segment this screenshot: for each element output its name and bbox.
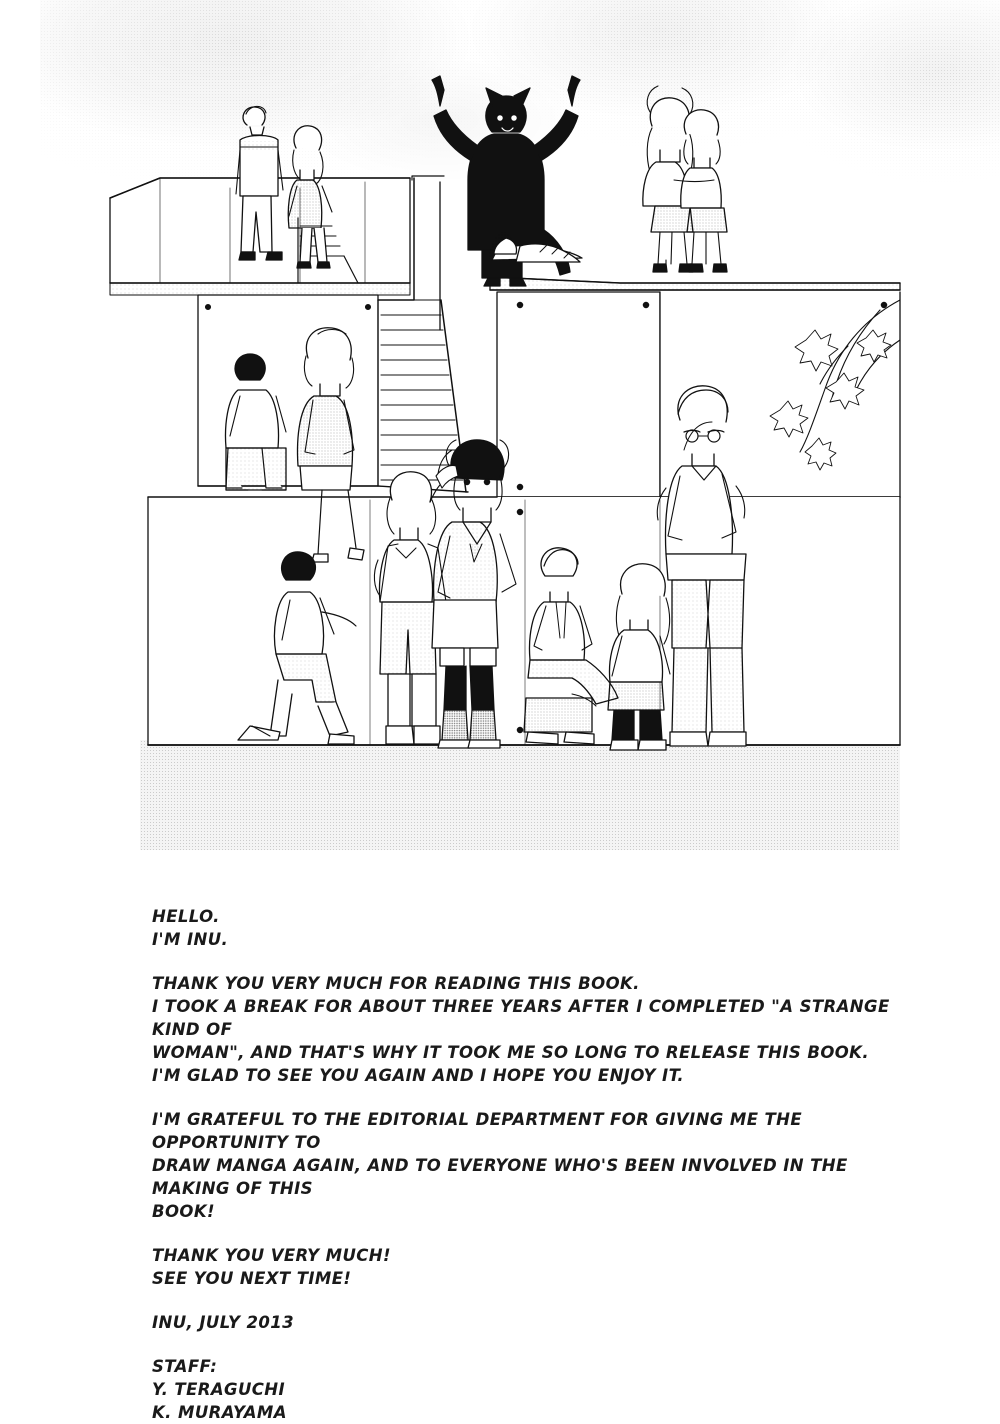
afterword-line: INU, JULY 2013 <box>152 1313 295 1332</box>
afterword-line: I'M GLAD TO SEE YOU AGAIN AND I HOPE YOU ENJOY IT. <box>152 1066 685 1085</box>
afterword-staff-credits <box>152 1355 892 1424</box>
afterword-line: I'M GRATEFUL TO THE EDITORIAL DEPARTMENT FOR GIVING ME THE OPPORTUNITY TO <box>152 1110 809 1152</box>
staff-name: Y. TERAGUCHI <box>152 1380 286 1399</box>
afterword-line: THANK YOU VERY MUCH FOR READING THIS BOOK. <box>152 974 640 993</box>
afterword-paragraph-greeting <box>152 905 892 951</box>
afterword-text <box>152 905 896 1424</box>
staff-name: K. MURAYAMA <box>152 1403 287 1422</box>
staff-heading: STAFF: <box>152 1357 218 1376</box>
afterword-line: THANK YOU VERY MUCH! <box>152 1246 391 1265</box>
afterword-line: I'M INU. <box>152 930 229 949</box>
afterword-line: BOOK! <box>152 1202 215 1221</box>
afterword-paragraph-thanks-for-reading <box>152 972 896 1087</box>
afterword-line: DRAW MANGA AGAIN, AND TO EVERYONE WHO'S BEEN INVOLVED IN THE MAKING OF THIS <box>152 1156 854 1198</box>
afterword-signature <box>152 1311 892 1334</box>
afterword-line: HELLO. <box>152 907 220 926</box>
afterword-paragraph-farewell <box>152 1244 892 1290</box>
afterword-line: SEE YOU NEXT TIME! <box>152 1269 352 1288</box>
afterword-line: I TOOK A BREAK FOR ABOUT THREE YEARS AFTER I COMPLETED "A STRANGE KIND OF <box>152 997 896 1039</box>
afterword-paragraph-gratitude <box>152 1108 892 1223</box>
afterword-line: WOMAN", AND THAT'S WHY IT TOOK ME SO LONG TO RELEASE THIS BOOK. <box>152 1043 870 1062</box>
